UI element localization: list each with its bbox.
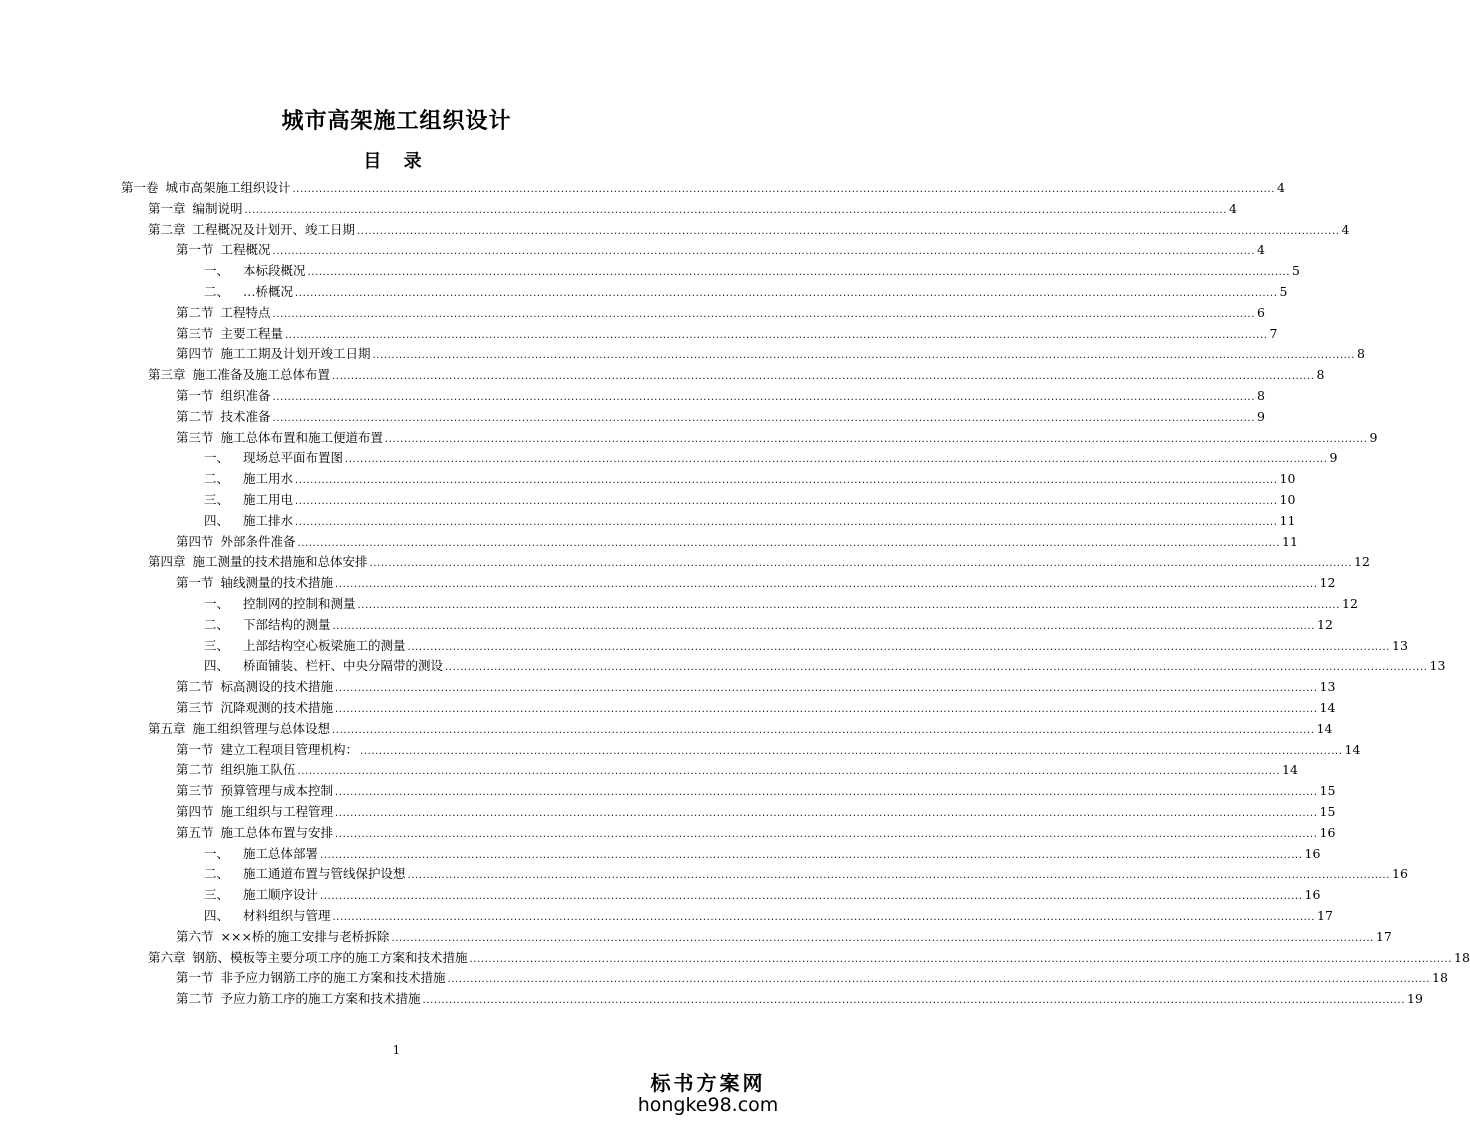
toc-entry[interactable] bbox=[176, 573, 1336, 593]
toc-entry-number: 第二节 bbox=[176, 762, 214, 778]
toc-entry[interactable] bbox=[148, 948, 1470, 968]
toc-entry-page: 14 bbox=[1344, 741, 1361, 757]
toc-entry-label bbox=[204, 656, 443, 676]
toc-entry-page: 4 bbox=[1341, 221, 1350, 237]
toc-entry-page: 17 bbox=[1375, 928, 1392, 944]
toc-entry-page: 4 bbox=[1229, 200, 1237, 216]
toc-entry-text: 组织施工队伍 bbox=[220, 762, 296, 778]
toc-entry-page: 12 bbox=[1354, 554, 1370, 570]
toc-entry-text: 本标段概况 bbox=[243, 263, 306, 279]
toc-entry-number: 第一节 bbox=[176, 970, 214, 986]
toc-entry-page: 14 bbox=[1319, 700, 1336, 715]
toc-entry-page: 12 bbox=[1317, 616, 1333, 632]
toc-dot-leader: .................................................................................................................................................................................................................................................................... bbox=[447, 974, 1430, 986]
toc-dot-leader: .................................................................................................................................................................................................................................................................... bbox=[272, 392, 1255, 403]
toc-entry-number: 第一节 bbox=[176, 242, 214, 258]
site-watermark bbox=[633, 1067, 783, 1116]
toc-entry-page: 14 bbox=[1316, 720, 1333, 736]
toc-entry-label bbox=[176, 344, 371, 364]
toc-entry-label bbox=[204, 906, 331, 926]
toc-dot-leader: .................................................................................................................................................................................................................................................................... bbox=[357, 600, 1340, 611]
document-title: 城市高架施工组织设计 bbox=[281, 108, 512, 134]
toc-entry-number: 第二节 bbox=[176, 408, 214, 424]
toc-entry[interactable] bbox=[121, 178, 1285, 198]
toc-entry-number: 二、 bbox=[204, 284, 230, 299]
toc-dot-leader: .................................................................................................................................................................................................................................................................... bbox=[391, 932, 1374, 944]
toc-entry[interactable] bbox=[176, 428, 1378, 448]
toc-entry[interactable] bbox=[176, 698, 1336, 718]
toc-entry-page: 18 bbox=[1432, 970, 1448, 986]
toc-entry[interactable] bbox=[204, 448, 1338, 468]
toc-entry[interactable] bbox=[204, 885, 1321, 905]
toc-entry[interactable] bbox=[204, 636, 1408, 656]
toc-entry-label bbox=[176, 532, 296, 552]
toc-entry-label bbox=[176, 573, 333, 593]
toc-entry[interactable] bbox=[204, 656, 1446, 676]
toc-entry-number: 一、 bbox=[204, 263, 230, 279]
toc-entry-number: 第三章 bbox=[148, 367, 186, 383]
toc-entry-number: 二、 bbox=[204, 616, 230, 632]
toc-entry-text: ×××桥的施工安排与老桥拆除 bbox=[220, 928, 390, 944]
toc-entry-text: 非予应力钢筋工序的施工方案和技术措施 bbox=[220, 970, 446, 986]
toc-entry-page: 5 bbox=[1292, 263, 1300, 279]
toc-entry-label bbox=[204, 490, 293, 510]
toc-entry-label bbox=[204, 636, 406, 656]
toc-entry[interactable] bbox=[176, 303, 1265, 323]
toc-entry-number: 第六章 bbox=[148, 949, 186, 965]
toc-dot-leader: .................................................................................................................................................................................................................................................................... bbox=[295, 288, 1278, 299]
toc-entry-page: 8 bbox=[1357, 346, 1365, 362]
toc-entry[interactable] bbox=[176, 677, 1336, 697]
toc-entry-text: 沉降观测的技术措施 bbox=[220, 700, 334, 715]
toc-entry-page: 19 bbox=[1407, 991, 1423, 1007]
toc-dot-leader: .................................................................................................................................................................................................................................................................... bbox=[445, 662, 1428, 674]
toc-dot-leader: .................................................................................................................................................................................................................................................................... bbox=[307, 267, 1290, 279]
toc-dot-leader: .................................................................................................................................................................................................................................................................... bbox=[335, 787, 1318, 799]
toc-entry-label bbox=[176, 989, 421, 1009]
toc-entry-text: 施工工期及计划开竣工日期 bbox=[220, 346, 371, 362]
toc-entry-label bbox=[204, 448, 343, 468]
toc-entry-text: 施工组织管理与总体设想 bbox=[192, 720, 331, 736]
toc-entry-text: 施工顺序设计 bbox=[243, 887, 319, 903]
toc-entry-number: 第三节 bbox=[176, 700, 214, 715]
toc-entry-page: 16 bbox=[1304, 887, 1321, 903]
toc-entry-number: 第二节 bbox=[176, 991, 214, 1007]
toc-entry-label bbox=[148, 552, 368, 572]
toc-entry-page: 10 bbox=[1279, 471, 1296, 487]
toc-dot-leader: .................................................................................................................................................................................................................................................................... bbox=[295, 516, 1278, 528]
toc-entry-page: 5 bbox=[1279, 284, 1288, 299]
toc-entry-text: 施工排水 bbox=[243, 512, 294, 528]
toc-entry-text: …桥概况 bbox=[243, 284, 294, 299]
toc-entry-page: 13 bbox=[1319, 679, 1336, 695]
toc-entry-page: 11 bbox=[1282, 533, 1298, 549]
toc-entry-label bbox=[176, 781, 333, 801]
toc-entry[interactable] bbox=[204, 511, 1296, 531]
toc-entry-number: 第四节 bbox=[176, 533, 214, 549]
toc-entry-text: 工程概况及计划开、竣工日期 bbox=[192, 221, 356, 237]
toc-entry-text: 施工准备及施工总体布置 bbox=[192, 367, 331, 383]
toc-dot-leader: .................................................................................................................................................................................................................................................................... bbox=[272, 412, 1255, 424]
toc-entry-text: 桥面铺装、栏杆、中央分隔带的测设 bbox=[243, 658, 444, 674]
toc-entry[interactable] bbox=[204, 615, 1333, 635]
toc-entry[interactable] bbox=[176, 386, 1265, 406]
toc-entry[interactable] bbox=[148, 719, 1333, 739]
toc-dot-leader: .................................................................................................................................................................................................................................................................... bbox=[285, 329, 1268, 341]
toc-entry-number: 四、 bbox=[204, 908, 230, 923]
toc-entry-text: 工程特点 bbox=[220, 304, 271, 320]
toc-entry[interactable] bbox=[176, 344, 1365, 364]
toc-entry-text: 主要工程量 bbox=[220, 325, 284, 341]
toc-entry-label bbox=[148, 948, 468, 968]
toc-entry-number: 第二节 bbox=[176, 304, 214, 320]
toc-dot-leader: .................................................................................................................................................................................................................................................................... bbox=[407, 641, 1390, 653]
toc-entry-text: 外部条件准备 bbox=[220, 533, 296, 549]
toc-entry-label bbox=[204, 864, 406, 884]
toc-dot-leader: .................................................................................................................................................................................................................................................................... bbox=[335, 683, 1318, 695]
toc-entry-number: 第一节 bbox=[176, 741, 214, 757]
toc-entry-page: 12 bbox=[1319, 575, 1336, 591]
toc-entry-page: 15 bbox=[1319, 804, 1336, 819]
toc-entry-text: 组织准备 bbox=[220, 388, 271, 403]
toc-dot-leader: .................................................................................................................................................................................................................................................................... bbox=[335, 808, 1318, 819]
toc-entry-page: 7 bbox=[1269, 325, 1278, 341]
toc-entry-label bbox=[176, 407, 271, 427]
toc-entry-number: 第二章 bbox=[148, 221, 186, 237]
toc-entry-page: 9 bbox=[1369, 429, 1378, 445]
toc-entry-text: 施工测量的技术措施和总体安排 bbox=[192, 554, 368, 570]
toc-entry-page: 17 bbox=[1317, 908, 1333, 923]
toc-entry-page: 16 bbox=[1392, 866, 1408, 882]
toc-entry[interactable] bbox=[176, 740, 1361, 760]
toc-entry[interactable] bbox=[204, 469, 1296, 489]
toc-dot-leader: .................................................................................................................................................................................................................................................................... bbox=[369, 558, 1352, 570]
toc-entry-text: 施工总体布置和施工便道布置 bbox=[220, 429, 384, 445]
toc-entry-text: 城市高架施工组织设计 bbox=[165, 180, 291, 195]
toc-entry-label bbox=[176, 968, 446, 988]
toc-entry[interactable] bbox=[176, 324, 1278, 344]
toc-entry-text: 下部结构的测量 bbox=[243, 616, 331, 632]
toc-entry[interactable] bbox=[148, 552, 1370, 572]
toc-entry-number: 四、 bbox=[204, 658, 230, 674]
toc-entry-label bbox=[176, 760, 296, 780]
toc-entry-page: 8 bbox=[1316, 367, 1325, 383]
toc-dot-leader: .................................................................................................................................................................................................................................................................... bbox=[335, 579, 1318, 591]
toc-dot-leader: .................................................................................................................................................................................................................................................................... bbox=[295, 496, 1278, 507]
toc-entry-number: 第四章 bbox=[148, 554, 186, 570]
toc-entry-text: 施工总体布置与安排 bbox=[220, 824, 334, 840]
toc-entry[interactable] bbox=[176, 240, 1265, 260]
toc-entry-label bbox=[204, 261, 306, 281]
toc-entry-text: 控制网的控制和测量 bbox=[243, 596, 356, 611]
toc-entry-page: 10 bbox=[1279, 492, 1296, 507]
toc-entry-number: 第三节 bbox=[176, 783, 214, 799]
toc-dot-leader: .................................................................................................................................................................................................................................................................... bbox=[244, 204, 1227, 216]
toc-entry-label bbox=[204, 615, 331, 635]
toc-entry-number: 第一章 bbox=[148, 200, 186, 216]
toc-entry-number: 第一节 bbox=[176, 388, 214, 403]
toc-entry-page: 13 bbox=[1429, 658, 1446, 674]
toc-entry-text: 施工用电 bbox=[243, 492, 294, 507]
toc-entry-text: 现场总平面布置图 bbox=[243, 450, 344, 466]
toc-entry-text: 技术准备 bbox=[220, 408, 271, 424]
toc-entry-number: 二、 bbox=[204, 471, 230, 487]
toc-entry-text: 钢筋、模板等主要分项工序的施工方案和技术措施 bbox=[192, 949, 468, 965]
toc-entry-label bbox=[176, 740, 358, 760]
toc-entry-number: 第三节 bbox=[176, 429, 214, 445]
toc-entry-label bbox=[176, 927, 389, 947]
toc-dot-leader: .................................................................................................................................................................................................................................................................... bbox=[320, 891, 1303, 903]
toc-entry[interactable] bbox=[176, 781, 1336, 801]
toc-entry-label bbox=[148, 199, 243, 219]
toc-entry-label bbox=[148, 365, 330, 385]
toc-entry-number: 第三节 bbox=[176, 325, 214, 341]
toc-entry-label bbox=[204, 885, 318, 905]
toc-entry-number: 第四节 bbox=[176, 804, 214, 819]
toc-entry-label bbox=[204, 469, 293, 489]
toc-entry[interactable] bbox=[204, 864, 1408, 884]
toc-entry-text: 上部结构空心板梁施工的测量 bbox=[243, 637, 406, 653]
toc-dot-leader: .................................................................................................................................................................................................................................................................... bbox=[292, 184, 1275, 195]
toc-entry[interactable] bbox=[148, 220, 1350, 240]
toc-entry-label bbox=[204, 511, 293, 531]
toc-heading: 目 录 bbox=[363, 151, 430, 172]
toc-entry-text: 予应力筋工序的施工方案和技术措施 bbox=[220, 991, 421, 1007]
toc-entry-text: 施工用水 bbox=[243, 471, 294, 487]
toc-dot-leader: .................................................................................................................................................................................................................................................................... bbox=[320, 849, 1303, 861]
toc-dot-leader: .................................................................................................................................................................................................................................................................... bbox=[422, 995, 1405, 1007]
toc-dot-leader: .................................................................................................................................................................................................................................................................... bbox=[297, 766, 1280, 778]
toc-entry[interactable] bbox=[176, 927, 1392, 947]
toc-entry-label bbox=[176, 823, 333, 843]
toc-entry[interactable] bbox=[204, 906, 1333, 926]
toc-entry-text: 工程概况 bbox=[220, 242, 271, 258]
toc-entry-page: 4 bbox=[1257, 242, 1265, 258]
toc-entry[interactable] bbox=[176, 532, 1298, 552]
toc-entry-number: 第四节 bbox=[176, 346, 214, 362]
toc-entry-page: 18 bbox=[1454, 949, 1470, 965]
toc-dot-leader: .................................................................................................................................................................................................................................................................... bbox=[357, 225, 1340, 237]
toc-entry-label bbox=[176, 240, 271, 260]
toc-dot-leader: .................................................................................................................................................................................................................................................................... bbox=[345, 454, 1328, 466]
toc-entry-number: 第一卷 bbox=[121, 180, 159, 195]
toc-dot-leader: .................................................................................................................................................................................................................................................................... bbox=[272, 246, 1255, 258]
toc-entry-label bbox=[176, 698, 333, 718]
toc-entry[interactable] bbox=[204, 594, 1358, 614]
toc-entry-text: 编制说明 bbox=[192, 200, 243, 216]
toc-entry-label bbox=[176, 386, 271, 406]
toc-entry-label bbox=[204, 594, 356, 614]
toc-entry-number: 第六节 bbox=[176, 928, 214, 944]
toc-dot-leader: .................................................................................................................................................................................................................................................................... bbox=[335, 704, 1318, 715]
toc-dot-leader: .................................................................................................................................................................................................................................................................... bbox=[272, 308, 1255, 320]
toc-entry[interactable] bbox=[176, 823, 1336, 843]
toc-dot-leader: .................................................................................................................................................................................................................................................................... bbox=[332, 724, 1315, 736]
toc-entry-number: 三、 bbox=[204, 637, 230, 653]
toc-entry-label bbox=[176, 677, 333, 697]
toc-entry-label bbox=[176, 303, 271, 323]
toc-entry-page: 9 bbox=[1257, 408, 1265, 424]
toc-entry-number: 第一节 bbox=[176, 575, 214, 591]
watermark-url: hongke98.com bbox=[637, 1094, 779, 1116]
toc-entry-page: 8 bbox=[1257, 388, 1265, 403]
toc-entry-page: 12 bbox=[1342, 596, 1358, 611]
toc-entry-number: 三、 bbox=[204, 492, 230, 507]
toc-entry[interactable] bbox=[204, 844, 1321, 864]
toc-entry[interactable] bbox=[176, 989, 1423, 1009]
toc-entry-number: 四、 bbox=[204, 512, 230, 528]
toc-dot-leader: .................................................................................................................................................................................................................................................................... bbox=[385, 433, 1368, 445]
toc-dot-leader: .................................................................................................................................................................................................................................................................... bbox=[332, 912, 1315, 923]
toc-entry[interactable] bbox=[176, 802, 1336, 822]
toc-entry-number: 二、 bbox=[204, 866, 230, 882]
toc-entry[interactable] bbox=[148, 365, 1325, 385]
toc-entry-page: 16 bbox=[1304, 845, 1321, 861]
toc-entry-page: 15 bbox=[1319, 783, 1336, 799]
toc-entry-page: 13 bbox=[1392, 637, 1408, 653]
toc-dot-leader: .................................................................................................................................................................................................................................................................... bbox=[295, 475, 1278, 487]
toc-entry-label bbox=[176, 428, 383, 448]
toc-entry-text: 施工组织与工程管理 bbox=[220, 804, 334, 819]
toc-entry-number: 一、 bbox=[204, 596, 230, 611]
toc-entry-number: 第二节 bbox=[176, 679, 214, 695]
toc-entry[interactable] bbox=[176, 760, 1298, 780]
toc-entry-page: 11 bbox=[1279, 512, 1296, 528]
toc-dot-leader: .................................................................................................................................................................................................................................................................... bbox=[372, 350, 1355, 362]
toc-entry-text: 轴线测量的技术措施 bbox=[220, 575, 334, 591]
toc-dot-leader: .................................................................................................................................................................................................................................................................... bbox=[407, 870, 1390, 882]
toc-entry-label bbox=[176, 802, 333, 822]
toc-entry-number: 一、 bbox=[204, 450, 230, 466]
toc-entry-label bbox=[121, 178, 291, 198]
toc-entry[interactable] bbox=[176, 968, 1448, 988]
toc-entry-label bbox=[204, 282, 293, 302]
toc-entry-text: 预算管理与成本控制 bbox=[220, 783, 334, 799]
toc-entry-number: 第五章 bbox=[148, 720, 186, 736]
toc-dot-leader: .................................................................................................................................................................................................................................................................... bbox=[332, 371, 1315, 383]
toc-entry-text: 施工总体部署 bbox=[243, 845, 319, 861]
toc-entry-text: 材料组织与管理 bbox=[243, 908, 331, 923]
toc-entry-label bbox=[148, 220, 355, 240]
toc-entry[interactable] bbox=[204, 490, 1296, 510]
toc-entry[interactable] bbox=[148, 199, 1237, 219]
toc-entry-page: 14 bbox=[1282, 762, 1298, 778]
toc-entry-page: 9 bbox=[1329, 450, 1338, 466]
toc-dot-leader: .................................................................................................................................................................................................................................................................... bbox=[297, 537, 1280, 549]
toc-dot-leader: .................................................................................................................................................................................................................................................................... bbox=[469, 953, 1452, 965]
toc-entry-page: 16 bbox=[1319, 824, 1336, 840]
toc-dot-leader: .................................................................................................................................................................................................................................................................... bbox=[360, 745, 1343, 757]
toc-entry-label bbox=[148, 719, 330, 739]
toc-entry-page: 6 bbox=[1257, 304, 1265, 320]
page-number: 1 bbox=[392, 1043, 401, 1057]
toc-entry-page: 4 bbox=[1277, 180, 1285, 195]
toc-entry-number: 一、 bbox=[204, 845, 230, 861]
toc-entry[interactable] bbox=[176, 407, 1265, 427]
toc-dot-leader: .................................................................................................................................................................................................................................................................... bbox=[332, 620, 1315, 632]
toc-entry[interactable] bbox=[204, 261, 1300, 281]
toc-entry-label bbox=[204, 844, 318, 864]
toc-entry[interactable] bbox=[204, 282, 1288, 302]
toc-entry-number: 第五节 bbox=[176, 824, 214, 840]
toc-entry-label bbox=[176, 324, 283, 344]
toc-entry-text: 施工通道布置与管线保护设想 bbox=[243, 866, 406, 882]
toc-entry-number: 三、 bbox=[204, 887, 230, 903]
toc-dot-leader: .................................................................................................................................................................................................................................................................... bbox=[335, 828, 1318, 840]
toc-entry-text: 建立工程项目管理机构： bbox=[220, 741, 359, 757]
watermark-brand: 标书方案网 bbox=[650, 1071, 766, 1095]
toc-entry-text: 标高测设的技术措施 bbox=[220, 679, 334, 695]
